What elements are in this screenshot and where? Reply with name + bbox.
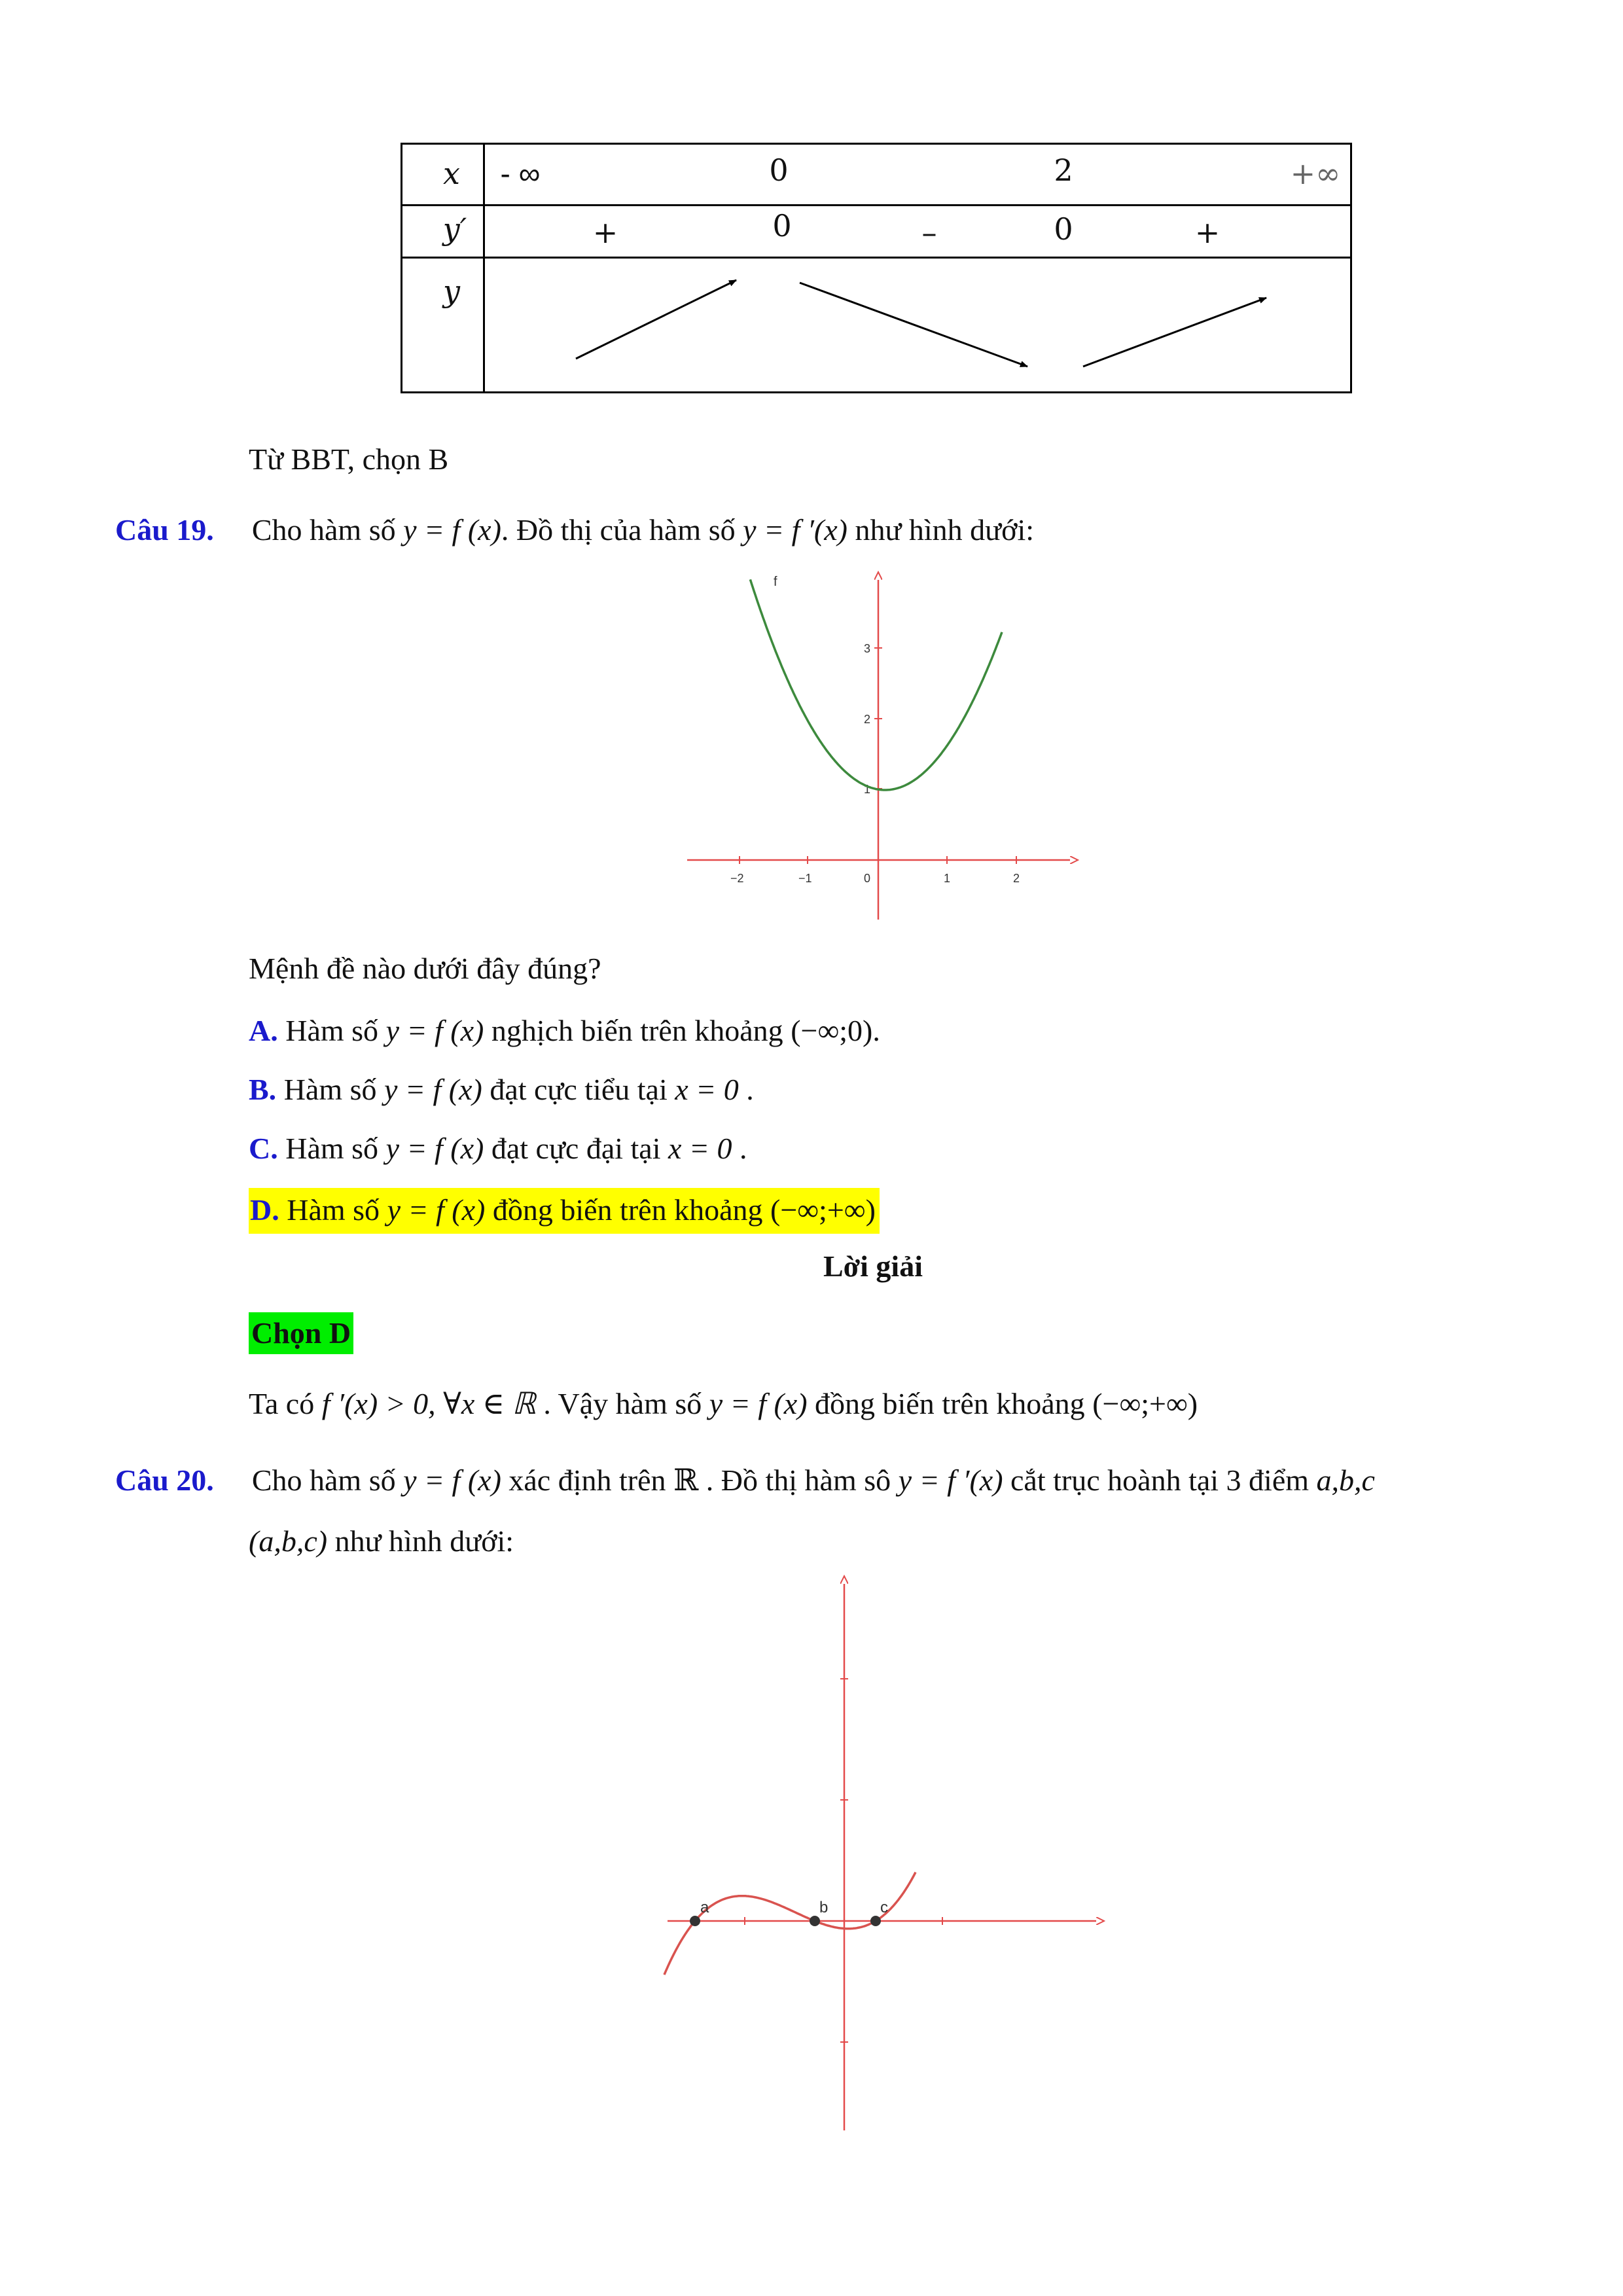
q19-answer: Chọn D bbox=[249, 1312, 353, 1354]
q19-option-a: A. Hàm số y = f (x) nghịch biến trên khoảng (−∞;0). bbox=[249, 1014, 880, 1047]
q20-point-c bbox=[870, 1916, 881, 1926]
q19-ytick-3: 3 bbox=[864, 642, 871, 655]
row-label-x: x bbox=[443, 156, 460, 191]
q19-xtick-neg2: −2 bbox=[730, 872, 744, 885]
arrow-increasing-1 bbox=[576, 280, 736, 359]
x-value-pos-inf: +∞ bbox=[1290, 156, 1341, 191]
yprime-zero-1: 0 bbox=[772, 208, 792, 243]
yprime-sign-1: + bbox=[592, 215, 618, 250]
yprime-sign-3: + bbox=[1194, 215, 1221, 250]
q20-point-b bbox=[810, 1916, 820, 1926]
q19-ytick-1: 1 bbox=[864, 783, 871, 796]
q19-option-c: C. Hàm số y = f (x) đạt cực đại tại x = 0 . bbox=[249, 1132, 747, 1165]
q19-derivative: y = f ′(x) bbox=[743, 513, 847, 547]
q20-label-a: a bbox=[700, 1899, 709, 1916]
q20-stem-line2: (a,b,c) như hình dưới: bbox=[249, 1524, 514, 1558]
q19-explanation: Ta có f ′(x) > 0, ∀x ∈ ℝ . Vậy hàm số y = f (x) đồng biến trên khoảng (−∞;+∞) bbox=[249, 1387, 1198, 1420]
q19-func: y = f (x) bbox=[403, 513, 501, 547]
q19-graph bbox=[674, 569, 1093, 923]
q19-xtick-1: 1 bbox=[944, 872, 951, 885]
x-value-0: 0 bbox=[769, 152, 789, 188]
q19-xtick-neg1: −1 bbox=[798, 872, 812, 885]
q19-solution-heading: Lời giải bbox=[823, 1249, 923, 1283]
q19-label: Câu 19. bbox=[115, 513, 214, 547]
q19-xtick-0: 0 bbox=[864, 872, 871, 885]
q19-option-b: B. Hàm số y = f (x) đạt cực tiểu tại x = 0 . bbox=[249, 1073, 754, 1106]
q19-parabola-curve bbox=[750, 579, 1002, 790]
q19-xtick-2: 2 bbox=[1013, 872, 1020, 885]
q20-label: Câu 20. bbox=[115, 1463, 214, 1497]
row-label-yprime: y′ bbox=[442, 211, 467, 247]
q20-graph bbox=[654, 1571, 1113, 2134]
yprime-zero-2: 0 bbox=[1054, 211, 1073, 247]
variation-arrows bbox=[0, 0, 1623, 458]
intro-line: Từ BBT, chọn B bbox=[249, 442, 449, 476]
q20-stem-line1: Câu 20. Cho hàm số y = f (x) xác định trên ℝ . Đồ thị hàm sô y = f ′(x) cắt trục hoành tại 3 điểm a,b,c bbox=[115, 1463, 1375, 1497]
yprime-sign-2: – bbox=[921, 215, 937, 250]
q20-label-b: b bbox=[819, 1899, 829, 1916]
q20-label-c: c bbox=[880, 1899, 888, 1916]
q19-option-d-correct: D. Hàm số y = f (x) đồng biến trên khoảng (−∞;+∞) bbox=[249, 1188, 880, 1234]
arrow-increasing-2 bbox=[1083, 298, 1266, 367]
arrow-decreasing bbox=[800, 283, 1027, 367]
x-value-2: 2 bbox=[1054, 152, 1073, 188]
q20-point-a bbox=[690, 1916, 700, 1926]
row-label-y: y bbox=[443, 274, 460, 309]
q19-stem: Câu 19. Cho hàm số y = f (x). Đồ thị của hàm số y = f ′(x) như hình dưới: bbox=[115, 513, 1034, 547]
q19-curve-label: f bbox=[774, 575, 777, 589]
x-value-neg-inf: - ∞ bbox=[500, 156, 541, 190]
q19-ytick-2: 2 bbox=[864, 713, 871, 726]
q19-question: Mệnh đề nào dưới đây đúng? bbox=[249, 952, 601, 985]
